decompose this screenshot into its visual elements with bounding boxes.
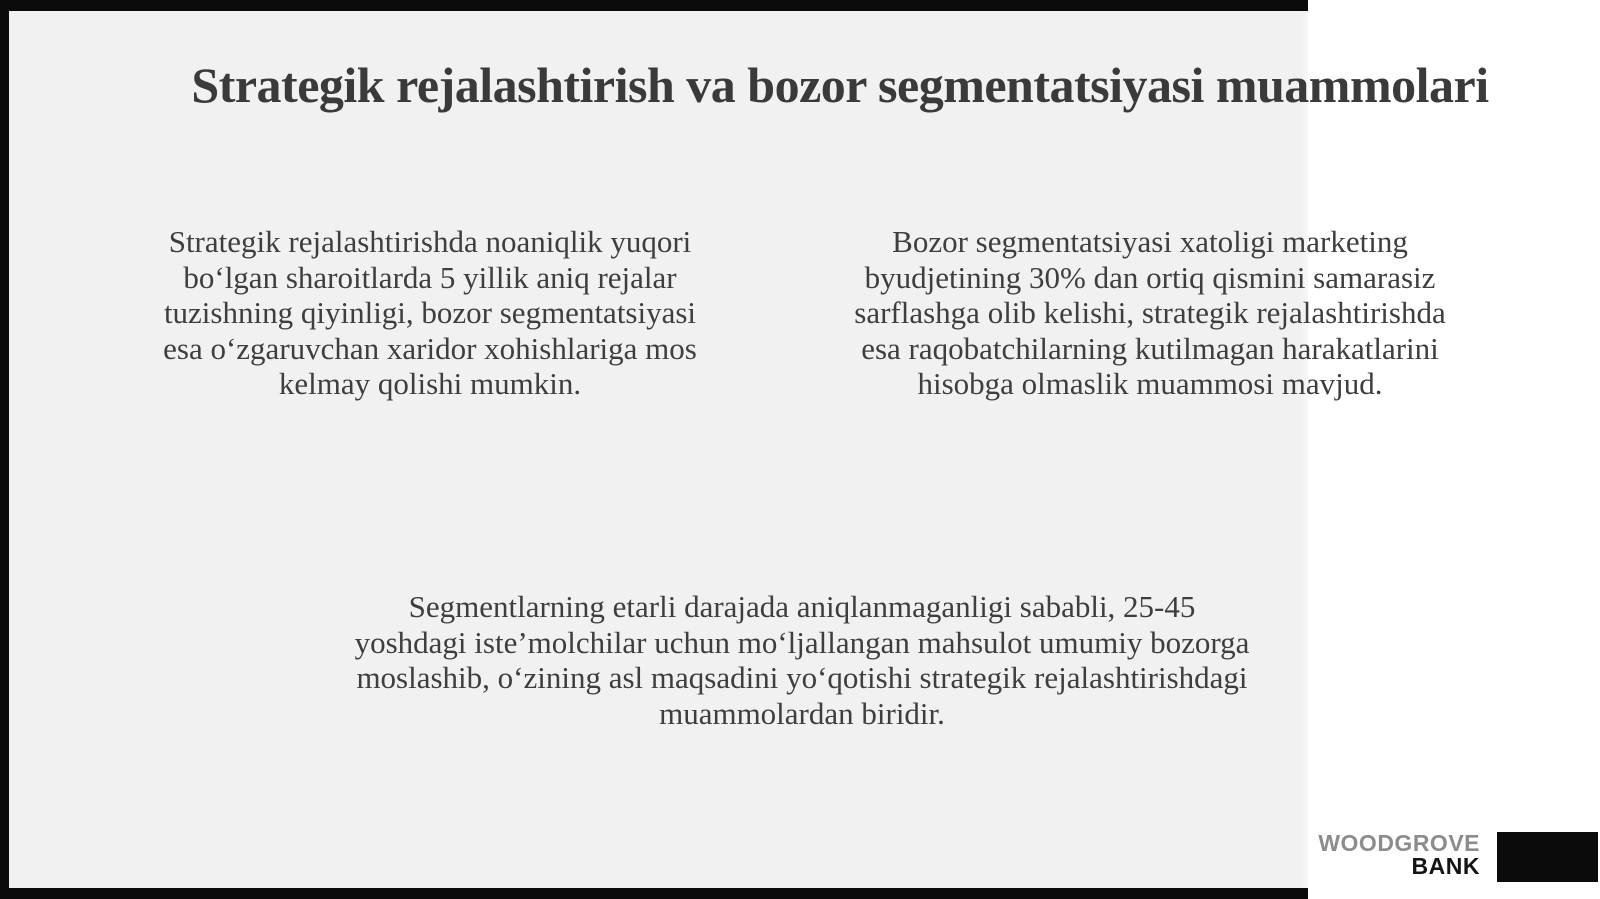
logo-bank-label: BANK: [1411, 853, 1480, 879]
bottom-paragraph-line: moslashib, oʻzining asl maqsadini yoʻqotishi strategik rejalashtirishdagi: [356, 660, 1248, 695]
right-column-line: Bozor segmentatsiyasi xatoligi marketing: [892, 224, 1408, 259]
right-column-line: byudjetining 30% dan ortiq qismini samarasiz: [864, 259, 1436, 295]
logo-black-block: [1497, 832, 1598, 882]
frame-left-bar: [0, 0, 9, 899]
slide-canvas: [9, 11, 1308, 888]
logo-woodgrove-label: WOODGROVE: [1318, 830, 1480, 856]
right-column-line: esa raqobatchilarning kutilmagan harakatlarini: [861, 330, 1439, 366]
frame-top-bar: [0, 0, 1308, 11]
logo-wordmark: [1318, 831, 1480, 878]
woodgrove-bank-logo: [1318, 831, 1598, 882]
frame-bottom-bar: [0, 888, 1308, 899]
left-column-paragraph: [60, 224, 800, 402]
left-column-line: esa oʻzgaruvchan xaridor xohishlariga mos: [163, 330, 697, 366]
bottom-paragraph-line: yoshdagi iste’molchilar uchun moʻljallangan mahsulot umumiy bozorga: [354, 624, 1250, 660]
left-column-line: kelmay qolishi mumkin.: [278, 366, 582, 401]
right-column-paragraph: [790, 224, 1510, 402]
left-column-line: tuzishning qiyinligi, bozor segmentatsiyasi: [163, 295, 697, 330]
left-column-line: Strategik rejalashtirishda noaniqlik yuqori: [168, 224, 692, 259]
bottom-paragraph: [287, 589, 1317, 731]
bottom-paragraph-line: Segmentlarning etarli darajada aniqlanmaganligi sababli, 25-45: [408, 589, 1196, 624]
left-column-line: boʻlgan sharoitlarda 5 yillik aniq rejalar: [183, 259, 677, 295]
bottom-paragraph-line: muammolardan biridir.: [659, 695, 945, 731]
slide-title: Strategik rejalashtirish va bozor segmentatsiyasi muammolari: [191, 57, 1489, 113]
right-column-line: hisobga olmaslik muammosi mavjud.: [917, 366, 1383, 401]
right-column-line: sarflashga olib kelishi, strategik rejalashtirishda: [854, 295, 1446, 330]
